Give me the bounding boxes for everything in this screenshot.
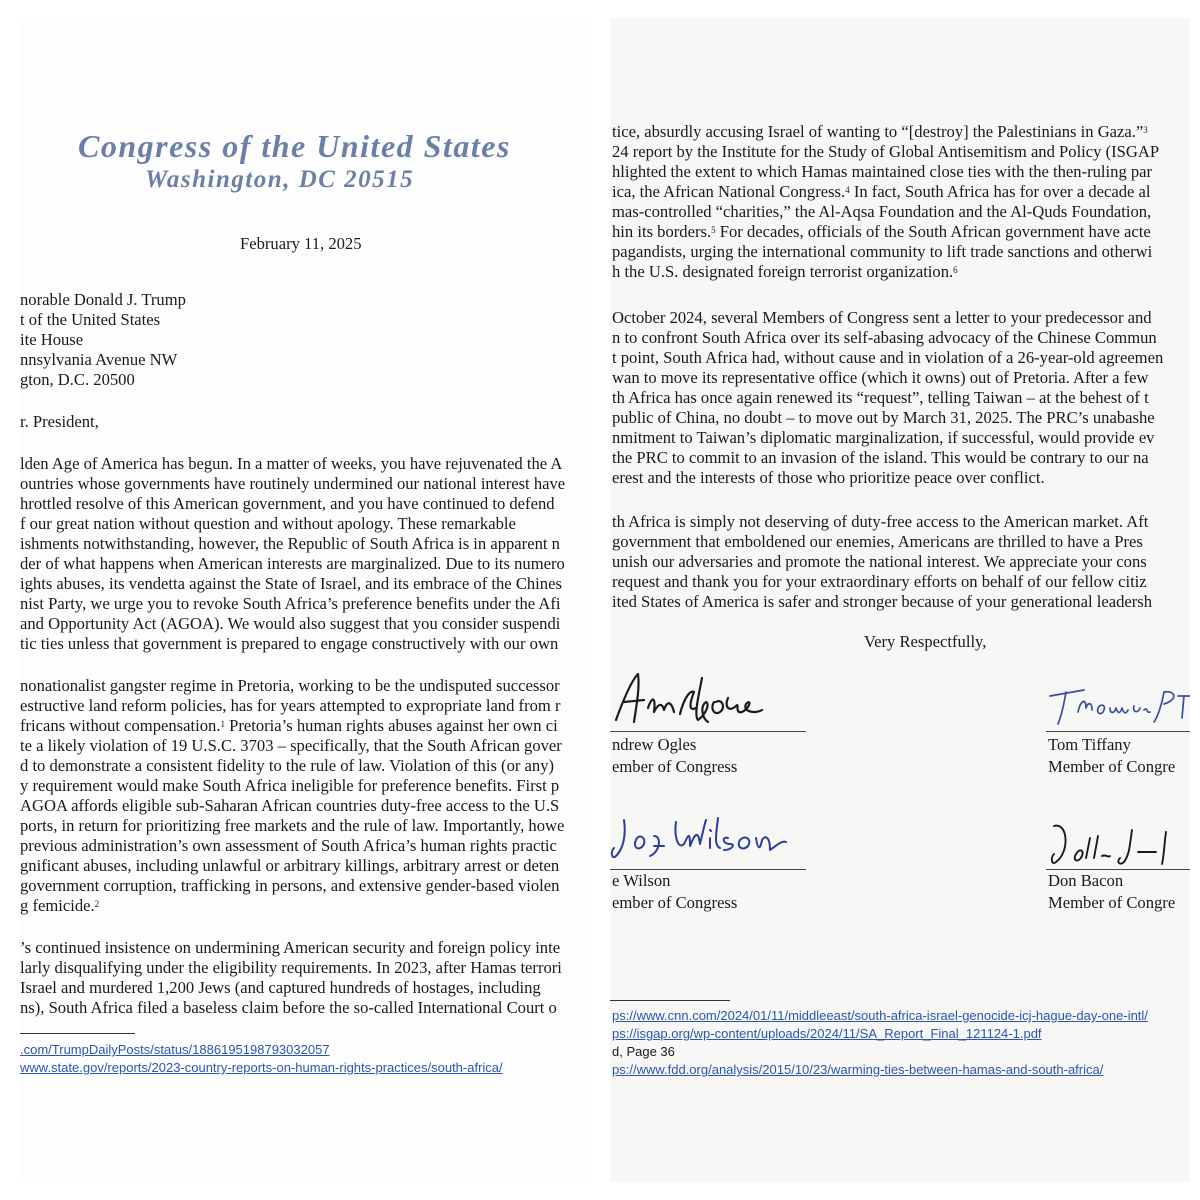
letterhead-title: Congress of the United States bbox=[78, 128, 511, 164]
signature-wilson bbox=[610, 806, 810, 868]
body-line: and Opportunity Act (AGOA). We would also suggest that you consider suspendi bbox=[20, 614, 561, 633]
footnote-link[interactable]: ps://www.cnn.com/2024/01/11/middleeast/south-africa-israel-genocide-icj-hague-day-one-intl/ bbox=[612, 1008, 1148, 1023]
signature-ogles bbox=[610, 668, 780, 730]
addressee-line: nnsylvania Avenue NW bbox=[20, 350, 178, 369]
body-line: ica, the African National Congress.$^4$ In fact, South Africa has for over a decade al bbox=[612, 182, 1151, 201]
body-line: y requirement would make South Africa ineligible for preference benefits. First p bbox=[20, 776, 560, 795]
signature-line bbox=[1046, 869, 1190, 870]
addressee-line: gton, D.C. 20500 bbox=[20, 370, 135, 389]
footnote-separator bbox=[610, 1000, 730, 1001]
body-line: wan to move its representative office (which it owns) out of Pretoria. After a few bbox=[612, 368, 1149, 387]
footnote-link[interactable]: www.state.gov/reports/2023-country-reports-on-human-rights-practices/south-africa/ bbox=[20, 1060, 503, 1075]
body-line: h the U.S. designated foreign terrorist organization.$^6$ bbox=[612, 262, 958, 281]
body-line: ns), South Africa filed a baseless claim before the so-called International Court o bbox=[20, 998, 557, 1017]
signature-line bbox=[610, 869, 806, 870]
letter-page-two bbox=[610, 18, 1190, 1182]
signature-line bbox=[1046, 731, 1190, 732]
body-line: erest and the interests of those who prioritize peace over conflict. bbox=[612, 468, 1045, 487]
signatory-name: Don Bacon bbox=[1048, 871, 1124, 890]
letter-page-one bbox=[20, 18, 590, 1182]
addressee-line: norable Donald J. Trump bbox=[20, 290, 186, 309]
letterhead-address: Washington, DC 20515 bbox=[145, 166, 415, 193]
body-line: hlighted the extent to which Hamas maintained close ties with the then-ruling par bbox=[612, 162, 1153, 181]
body-line: t point, South Africa had, without cause and in violation of a 26-year-old agreemen bbox=[612, 348, 1164, 367]
footnote-separator bbox=[20, 1033, 135, 1034]
body-line: hrottled resolve of this American government, and you have continued to defend bbox=[20, 494, 555, 513]
body-line: fricans without compensation.$^1$ Pretoria’s human rights abuses against her own ci bbox=[20, 716, 558, 735]
body-line: th Africa has once again renewed its “request”, telling Taiwan – at the behest of t bbox=[612, 388, 1149, 407]
signatory-title: ember of Congress bbox=[612, 893, 738, 912]
signature-tiffany bbox=[1046, 678, 1190, 728]
body-line: tice, absurdly accusing Israel of wanting to “[destroy] the Palestinians in Gaza.”$^3$ bbox=[612, 122, 1148, 141]
signature-bacon bbox=[1046, 818, 1190, 870]
footnote-marker: 1 bbox=[220, 719, 225, 729]
body-line: nmitment to Taiwan’s diplomatic marginalization, if successful, would provide ev bbox=[612, 428, 1155, 447]
body-line: 24 report by the Institute for the Study of Global Antisemitism and Policy (ISGAP bbox=[612, 142, 1160, 161]
page-divider bbox=[590, 0, 610, 1200]
salutation: r. President, bbox=[20, 412, 99, 431]
letter-date: February 11, 2025 bbox=[240, 234, 362, 253]
body-line: d to demonstrate a consistent fidelity to the rule of law. Violation of this (or any) bbox=[20, 756, 555, 775]
footnote-marker: 4 bbox=[845, 185, 850, 195]
body-line: government that emboldened our enemies, Americans are thrilled to have a Pres bbox=[612, 532, 1143, 551]
body-line: unish our adversaries and promote the national interest. We appreciate your cons bbox=[612, 552, 1147, 571]
body-line: gnificant abuses, including unlawful or arbitrary killings, arbitrary arrest or deten bbox=[20, 856, 560, 875]
footnote-link[interactable]: ps://isgap.org/wp-content/uploads/2024/11/SA_Report_Final_121124-1.pdf bbox=[612, 1026, 1042, 1041]
signatory-name: e Wilson bbox=[612, 871, 671, 890]
addressee-line: ite House bbox=[20, 330, 84, 349]
footnote-marker: 3 bbox=[1143, 125, 1148, 135]
body-line: public of China, no doubt – to move out by March 31, 2025. The PRC’s unabashe bbox=[612, 408, 1155, 427]
body-line: pagandists, urging the international community to lift trade sanctions and otherwi bbox=[612, 242, 1153, 261]
body-line: tic ties unless that government is prepared to engage constructively with our own bbox=[20, 634, 559, 653]
signatory-title: Member of Congre bbox=[1048, 893, 1176, 912]
body-line: ights abuses, its vendetta against the State of Israel, and its embrace of the Chines bbox=[20, 574, 562, 593]
footnote-text: d, Page 36 bbox=[612, 1044, 675, 1059]
body-line: AGOA affords eligible sub-Saharan African countries duty-free access to the U.S bbox=[20, 796, 560, 815]
body-line: ’s continued insistence on undermining American security and foreign policy inte bbox=[20, 938, 561, 957]
body-line: estructive land reform policies, has for years attempted to expropriate land from r bbox=[20, 696, 561, 715]
body-line: nist Party, we urge you to revoke South Africa’s preference benefits under the Afi bbox=[20, 594, 561, 613]
signatory-title: ember of Congress bbox=[612, 757, 738, 776]
body-line: government corruption, trafficking in persons, and extensive gender-based violen bbox=[20, 876, 560, 895]
body-line: mas-controlled “charities,” the Al-Aqsa Foundation and the Al-Quds Foundation, bbox=[612, 202, 1152, 221]
body-line: ountries whose governments have routinely undermined our national interest have bbox=[20, 474, 566, 493]
body-line: hin its borders.$^5$ For decades, officials of the South African government have acte bbox=[612, 222, 1151, 241]
body-line: larly disqualifying under the eligibility requirements. In 2023, after Hamas terrori bbox=[20, 958, 562, 977]
footnote-link[interactable]: ps://www.fdd.org/analysis/2015/10/23/warming-ties-between-hamas-and-south-africa/ bbox=[612, 1062, 1104, 1077]
body-line: f our great nation without question and without apology. These remarkable bbox=[20, 514, 516, 533]
body-line: nonationalist gangster regime in Pretoria, working to be the undisputed successor bbox=[20, 676, 560, 695]
signatory-name: Tom Tiffany bbox=[1048, 735, 1131, 754]
body-line: th Africa is simply not deserving of duty-free access to the American market. Aft bbox=[612, 512, 1149, 531]
body-line: n to confront South Africa over its self-abasing advocacy of the Chinese Commun bbox=[612, 328, 1157, 347]
body-line: der of what happens when American interests are marginalized. Due to its numero bbox=[20, 554, 565, 573]
signatory-title: Member of Congre bbox=[1048, 757, 1176, 776]
footnote-marker: 5 bbox=[711, 225, 716, 235]
footnote-marker: 2 bbox=[94, 899, 100, 909]
body-line: ishments notwithstanding, however, the Republic of South Africa is in apparent n bbox=[20, 534, 560, 553]
signature-line bbox=[610, 731, 806, 732]
body-line: lden Age of America has begun. In a matter of weeks, you have rejuvenated the A bbox=[20, 454, 563, 473]
body-line: ited States of America is safer and stronger because of your generational leadersh bbox=[612, 592, 1153, 611]
closing: Very Respectfully, bbox=[864, 632, 987, 651]
body-line: Israel and murdered 1,200 Jews (and captured hundreds of hostages, including bbox=[20, 978, 541, 997]
body-line: te a likely violation of 19 U.S.C. 3703 – specifically, that the South African gover bbox=[20, 736, 562, 755]
body-line: g femicide.$^2$ bbox=[20, 896, 100, 915]
body-line: October 2024, several Members of Congress sent a letter to your predecessor and bbox=[612, 308, 1152, 327]
footnote-marker: 6 bbox=[953, 265, 958, 275]
body-line: request and thank you for your extraordinary efforts on behalf of our fellow citiz bbox=[612, 572, 1147, 591]
body-line: the PRC to commit to an invasion of the island. This would be contrary to our na bbox=[612, 448, 1149, 467]
body-line: ports, in return for prioritizing free markets and the rule of law. Importantly, howe bbox=[20, 816, 565, 835]
signatory-name: ndrew Ogles bbox=[612, 735, 697, 754]
footnote-link[interactable]: .com/TrumpDailyPosts/status/1886195198793032057 bbox=[20, 1042, 330, 1057]
body-line: previous administration’s own assessment of South Africa’s human rights practic bbox=[20, 836, 557, 855]
addressee-line: t of the United States bbox=[20, 310, 161, 329]
